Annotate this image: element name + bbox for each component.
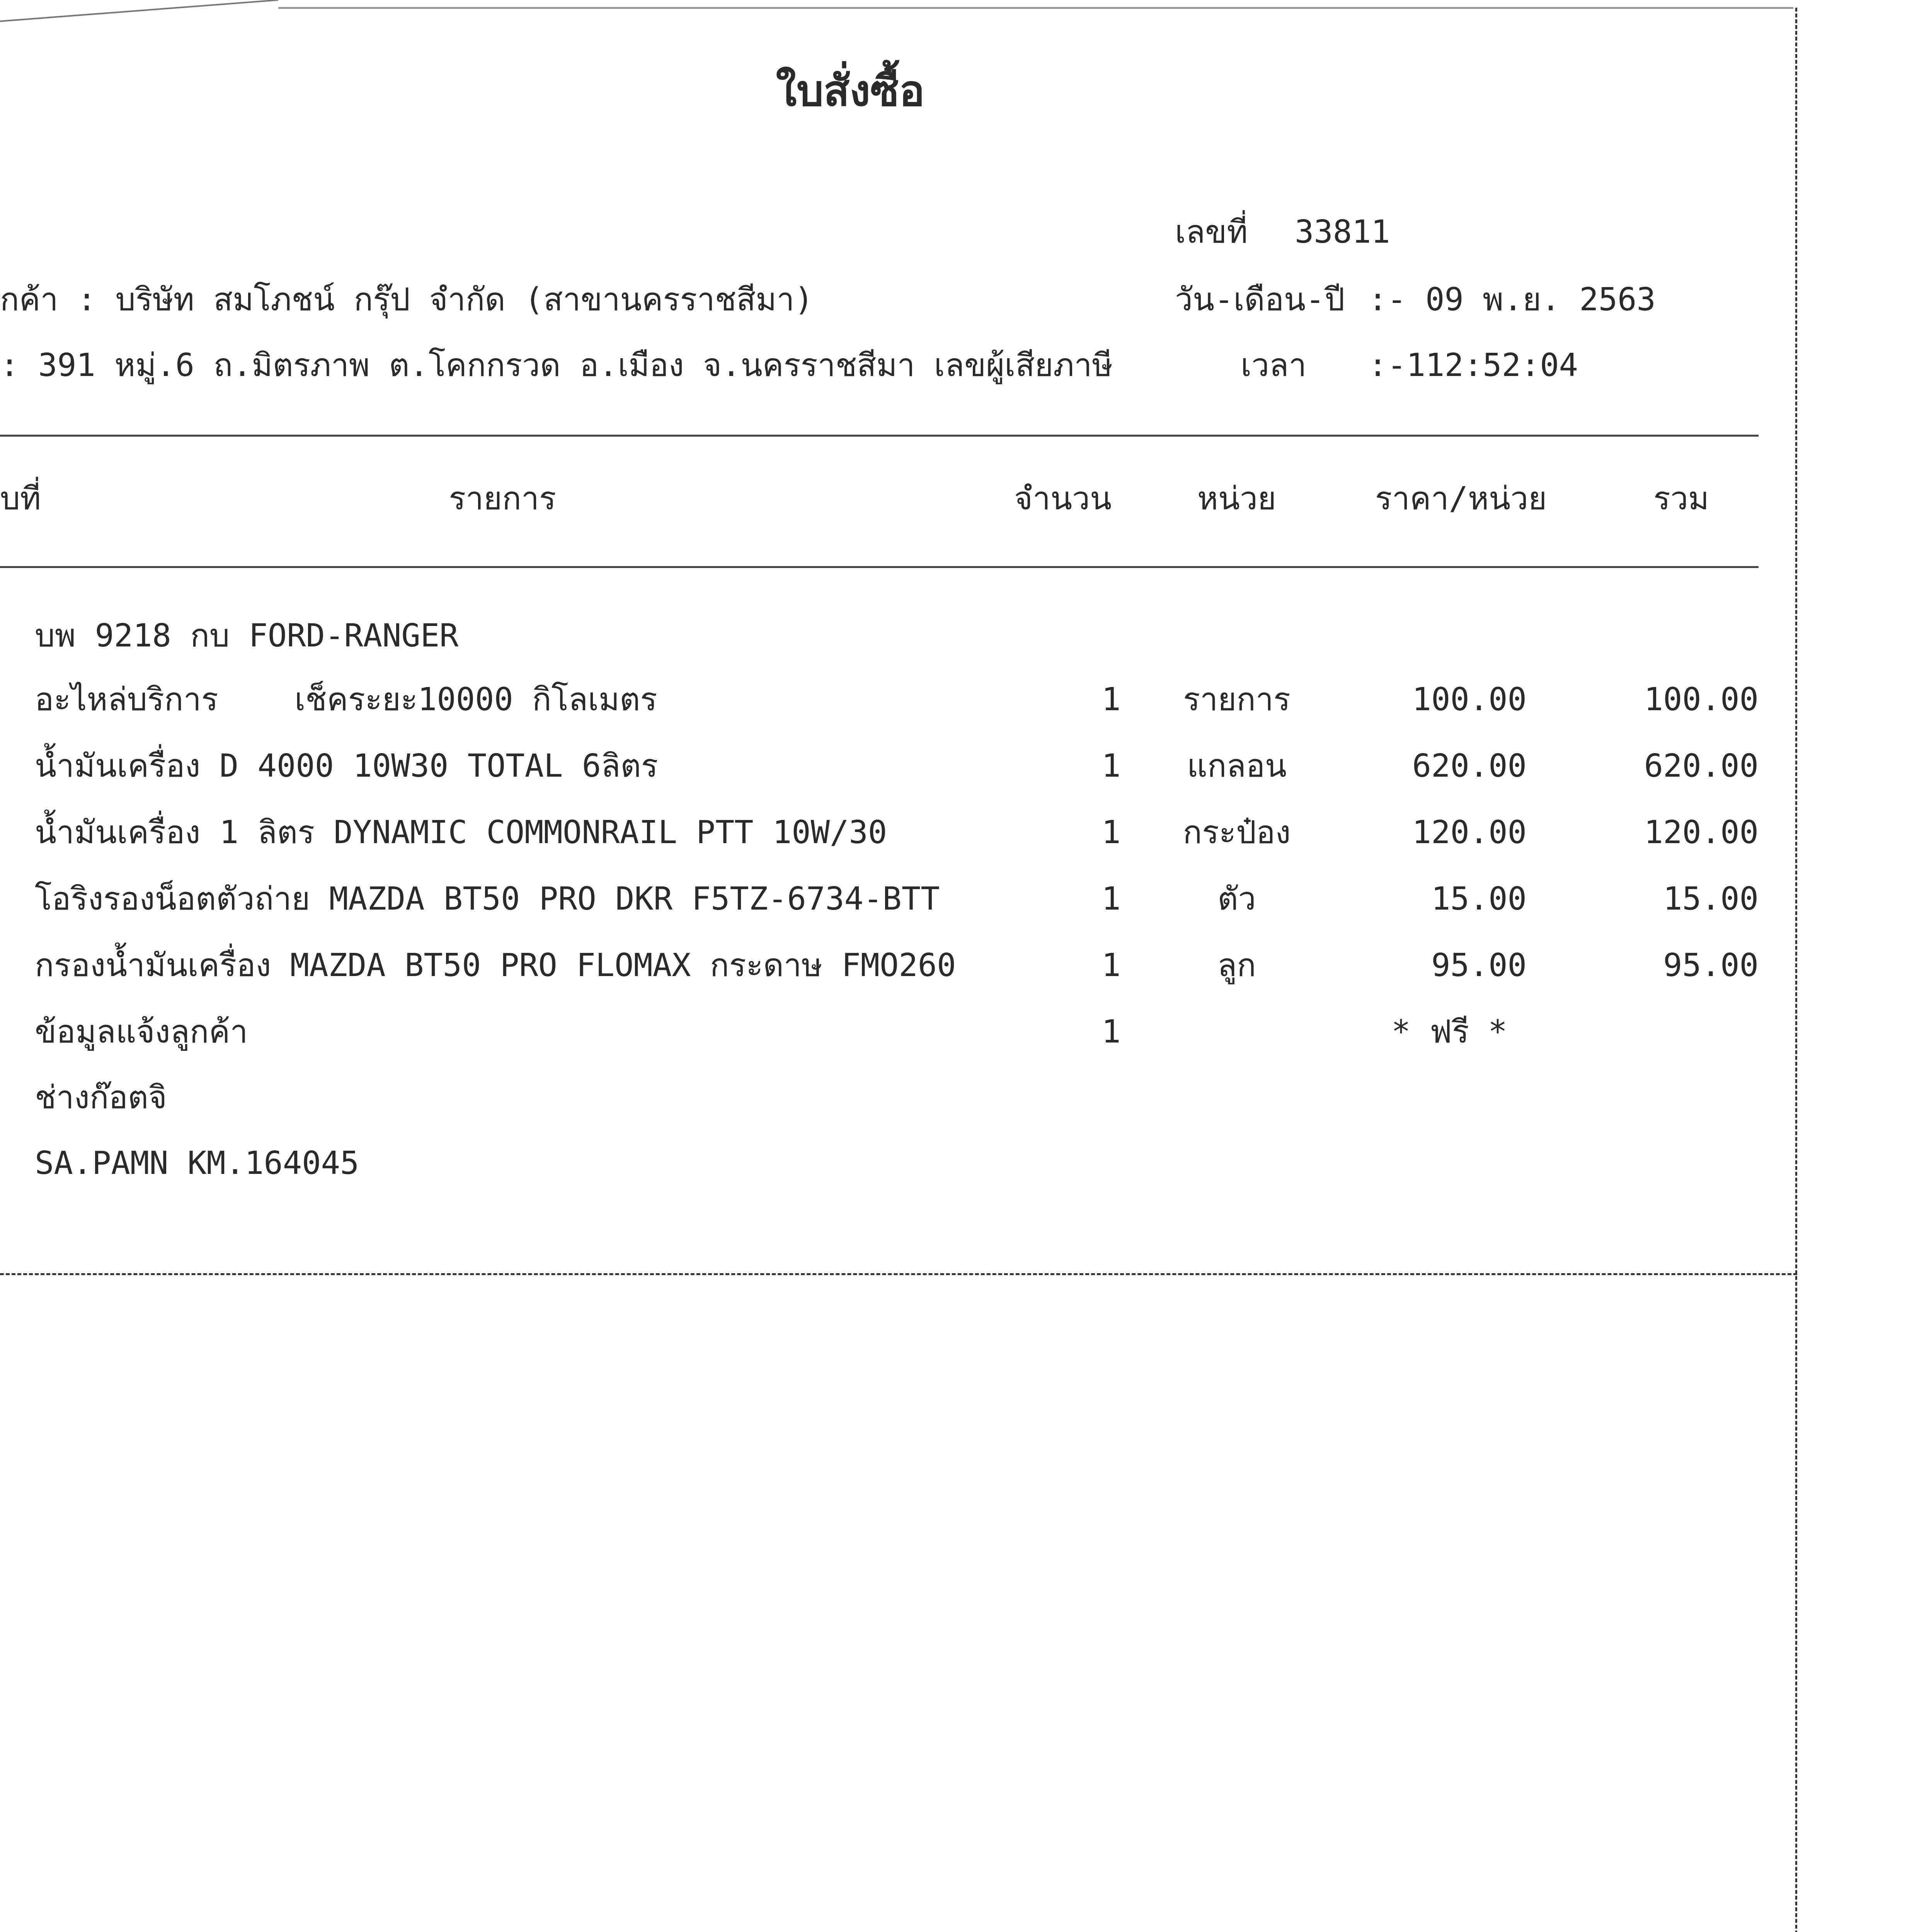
row-price: 15.00 — [1431, 881, 1527, 917]
row-price: * ฟรี * — [1391, 1014, 1507, 1050]
row-description: โอริงรองน็อตตัวถ่าย MAZDA BT50 PRO DKR F5TZ-6734-BTT — [35, 881, 940, 917]
customer-name: กค้า : บริษัท สมโภชน์ กรุ๊ป จำกัด (สาขานครราชสีมา) — [0, 281, 814, 318]
row-price: 620.00 — [1412, 748, 1527, 784]
customer-address: : 391 หมู่.6 ถ.มิตรภาพ ต.โคกกรวด อ.เมือง จ.นครราชสีมา เลขผู้เสียภาษี — [0, 347, 1113, 384]
col-header-total: รวม — [1653, 480, 1709, 517]
col-header-qty: จำนวน — [1014, 480, 1112, 517]
header-rule-top — [0, 435, 1759, 437]
items-end-dashed-rule — [0, 1273, 1797, 1275]
col-header-price: ราคา/หน่วย — [1375, 480, 1547, 517]
time-label: เวลา — [1241, 347, 1307, 384]
row-unit: รายการ — [1183, 681, 1290, 718]
paper-fold-line — [0, 0, 348, 23]
row-price: 100.00 — [1412, 681, 1527, 718]
mechanic-note: ช่างก๊อตจิ — [35, 1079, 167, 1116]
vehicle-line: บพ 9218 กบ FORD-RANGER — [35, 617, 459, 654]
row-unit: แกลอน — [1187, 748, 1287, 784]
km-note: SA.PAMN KM.164045 — [35, 1145, 359, 1182]
row-unit: กระป๋อง — [1183, 814, 1291, 851]
document-title: ใบสั่งซื้อ — [776, 66, 925, 116]
row-price: 95.00 — [1431, 947, 1527, 984]
date-label: วัน-เดือน-ปี — [1175, 281, 1345, 318]
row-qty: 1 — [1102, 1014, 1121, 1050]
col-header-unit: หน่วย — [1197, 480, 1277, 517]
header-rule-bottom — [0, 566, 1759, 568]
row-price: 120.00 — [1412, 814, 1527, 851]
col-header-item: รายการ — [449, 480, 556, 517]
row-total: 100.00 — [1644, 681, 1759, 718]
row-qty: 1 — [1102, 681, 1121, 718]
row-description: ข้อมูลแจ้งลูกค้า — [35, 1014, 248, 1050]
row-total: 620.00 — [1644, 748, 1759, 784]
date-value: :- 09 พ.ย. 2563 — [1368, 281, 1656, 318]
time-value: :-112:52:04 — [1368, 347, 1578, 384]
row-qty: 1 — [1102, 947, 1121, 984]
col-header-no: บที่ — [0, 480, 41, 517]
row-description: อะไหล่บริการ เช็คระยะ10000 กิโลเมตร — [35, 681, 657, 718]
row-qty: 1 — [1102, 881, 1121, 917]
row-qty: 1 — [1102, 748, 1121, 784]
row-qty: 1 — [1102, 814, 1121, 851]
row-unit: ลูก — [1217, 947, 1256, 984]
row-total: 95.00 — [1663, 947, 1759, 984]
row-total: 120.00 — [1644, 814, 1759, 851]
row-description: น้ำมันเครื่อง 1 ลิตร DYNAMIC COMMONRAIL PTT 10W/30 — [35, 814, 887, 851]
row-total: 15.00 — [1663, 881, 1759, 917]
row-description: น้ำมันเครื่อง D 4000 10W30 TOTAL 6ลิตร — [35, 748, 658, 784]
row-unit: ตัว — [1217, 881, 1256, 917]
row-description: กรองน้ำมันเครื่อง MAZDA BT50 PRO FLOMAX กระดาษ FMO260 — [35, 947, 956, 984]
right-border-line — [1795, 8, 1797, 1932]
doc-number: 33811 — [1295, 214, 1390, 250]
top-border-line — [278, 7, 1793, 9]
doc-number-label: เลขที่ — [1175, 214, 1248, 250]
